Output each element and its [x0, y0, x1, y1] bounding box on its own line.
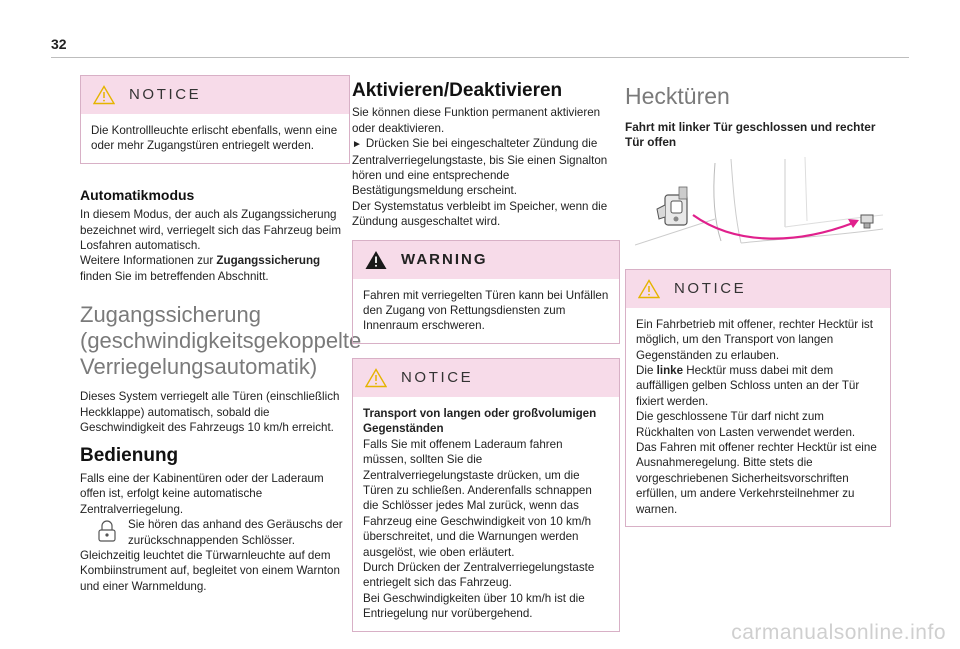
- rear-door-text-4: Das Fahren mit offener rechter Hecktür ist eine Ausnahmeregelung. Bitte stets die vorgeschriebenen Sicherheitsvorschriften erfüllen, um andere Verkehrsteilnehmer zu warnen.: [636, 441, 877, 516]
- activate-heading: Aktivieren/Deaktivieren: [352, 80, 563, 101]
- page-number: 32: [51, 36, 67, 52]
- warning-title: WARNING: [401, 250, 488, 268]
- activate-text-3: Der Systemstatus verbleibt im Speicher, wenn die Zündung ausgeschaltet wird.: [352, 199, 608, 229]
- operation-text-1: Falls eine der Kabinentüren oder der Laderaum offen ist, erfolgt keine automatische Zentralverriegelung.: [80, 471, 324, 516]
- activate-text-1: Sie können diese Funktion permanent aktivieren oder deaktivieren.: [352, 106, 601, 135]
- notice-header-rear-door: [626, 270, 890, 308]
- chapter-title-rear-doors: Hecktüren: [625, 83, 730, 109]
- chapter-title-access-lock: Zugangssicherung (geschwindigkeitsgekoppelte Verriegelungsautomatik): [80, 302, 362, 380]
- door-lock-icon: [96, 519, 118, 543]
- notice-box-transport: [352, 358, 620, 632]
- operation-text-2-wrap: [80, 517, 350, 594]
- rear-door-text-3: Die geschlossene Tür darf nicht zum Rückhalten von Lasten verwendet werden.: [636, 410, 856, 439]
- transport-text-2: Durch Drücken der Zentralverriegelungstaste entriegelt sich das Fahrzeug.: [363, 560, 595, 590]
- column-1: [80, 75, 362, 594]
- auto-mode-text-2: Weitere Informationen zur Zugangssicherung finden Sie im betreffenden Abschnitt.: [80, 254, 321, 283]
- auto-mode-bold: Zugangssicherung: [216, 254, 321, 268]
- watermark: carmanualsonline.info: [731, 621, 946, 644]
- notice-header-transport: [353, 359, 619, 397]
- operation-heading: Bedienung: [80, 445, 179, 467]
- warning-box: [352, 240, 620, 344]
- notice-box-rear-door: [625, 269, 891, 527]
- notice-title: NOTICE: [129, 86, 202, 104]
- notice-triangle-icon: [365, 368, 387, 388]
- notice-header: [81, 76, 349, 114]
- notice-text: Die Kontrollleuchte erlischt ebenfalls, wenn eine oder mehr Zugangstüren entriegelt werden.: [91, 124, 338, 153]
- rear-doors-subheading: Fahrt mit linker Tür geschlossen und rechter Tür offen: [625, 120, 876, 150]
- column-2: [352, 75, 620, 642]
- warning-text: Fahren mit verriegelten Türen kann bei Unfällen den Zugang von Rettungsdiensten zum Innenraum erschweren.: [363, 288, 609, 333]
- notice-triangle-icon: [93, 85, 115, 105]
- access-lock-text: Dieses System verriegelt alle Türen (einschließlich Heckklappe) automatisch, sobald die Geschwindigkeit des Fahrzeugs 10 km/h erreicht.: [80, 390, 340, 435]
- notice-title-rear-door: NOTICE: [674, 280, 747, 298]
- rear-door-text-2: Die linke Hecktür muss dabei mit dem auffälligen gelben Schloss unten an der Tür fixiert werden.: [636, 364, 860, 408]
- rear-door-text-1: Ein Fahrbetrieb mit offener, rechter Hecktür ist möglich, um den Transport von langen Gegenständen zu erlauben.: [636, 317, 873, 362]
- warning-triangle-icon: [365, 250, 387, 270]
- bullet-arrow-icon: ►: [352, 139, 362, 151]
- notice-title-transport: NOTICE: [401, 369, 474, 387]
- transport-text-1: Falls Sie mit offenem Laderaum fahren müssen, sollten Sie die Zentralverriegelungstaste drücken, um die Türen zu schließen. Anderenfalls schnappen die Schlösser jedes Mal zurück, wenn das Fahrzeug eine Geschwindigkeit von 10 km/h überschreitet, und die Warnungen werden ausgelöst, wie oben erläutert.: [363, 437, 592, 559]
- auto-mode-heading: Automatikmodus: [80, 186, 195, 203]
- operation-text-2: Sie hören das anhand des Geräuschs der zurückschnappenden Schlösser. Gleichzeitig leuchtet die Türwarnleuchte auf dem Kombiinstrument auf, begleitet von einem Warnton und einer Warnmeldung.: [80, 518, 343, 593]
- activate-text-2: ► Drücken Sie bei eingeschalteter Zündung die Zentralverriegelungstaste, bis Sie einen Signalton hören und eine entsprechende Bestätigungsmeldung erscheint.: [352, 137, 608, 198]
- notice-box: [80, 75, 350, 164]
- transport-bold-title: Transport von langen oder großvolumigen Gegenständen: [363, 406, 597, 436]
- transport-text-3: Bei Geschwindigkeiten über 10 km/h ist die Entriegelung nur vorübergehend.: [363, 591, 585, 621]
- warning-header: [353, 241, 619, 279]
- notice-triangle-icon: [638, 279, 660, 299]
- column-3: [625, 75, 891, 537]
- auto-mode-text-1: In diesem Modus, der auch als Zugangssicherung bezeichnet wird, verriegelt sich das Fahrzeug beim Losfahren automatisch.: [80, 208, 341, 253]
- rear-door-lock-illustration: [635, 157, 883, 249]
- header-rule: [51, 57, 909, 58]
